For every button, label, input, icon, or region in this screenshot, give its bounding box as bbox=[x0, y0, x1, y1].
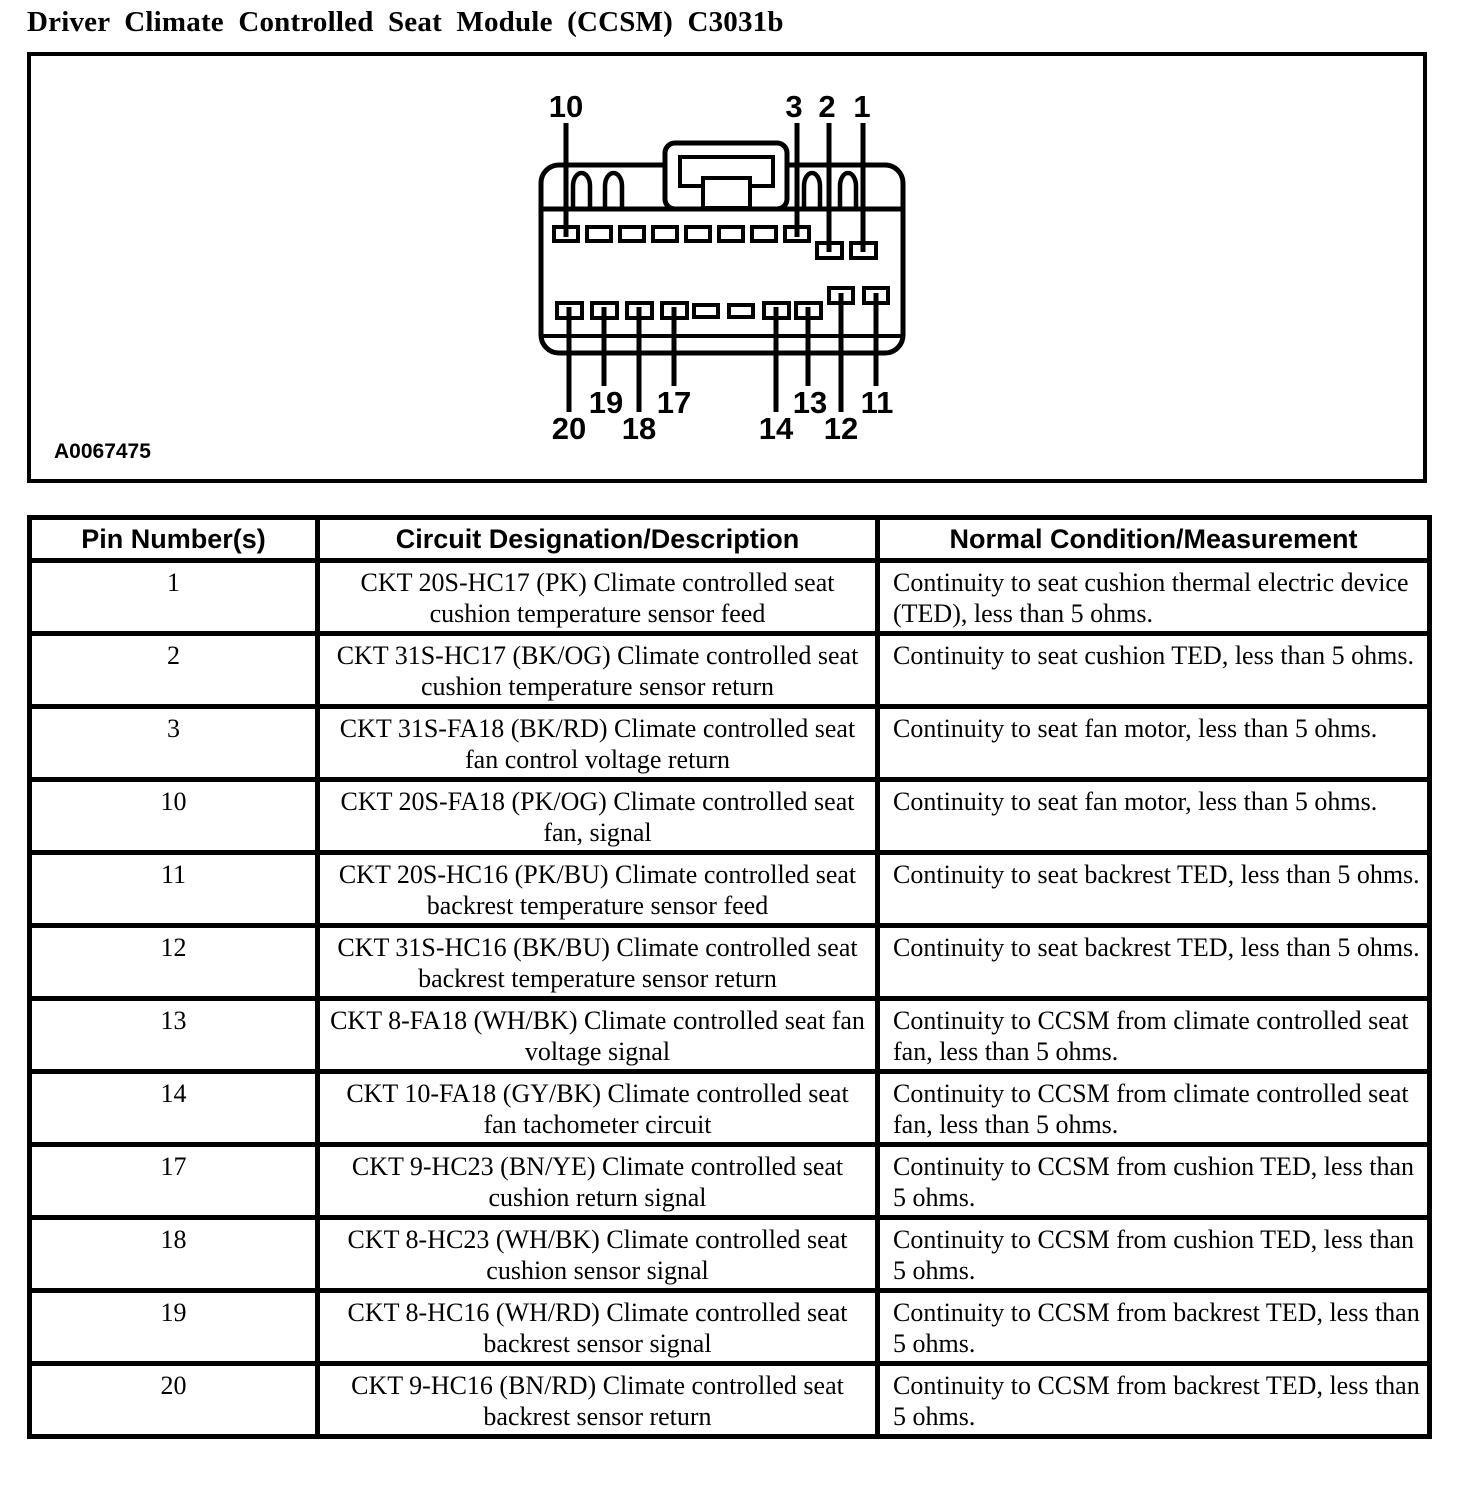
pin-number-cell: 1 bbox=[30, 561, 318, 634]
pin-table-header-row bbox=[30, 518, 1430, 561]
header-circuit-designation: Circuit Designation/Description bbox=[318, 518, 878, 561]
normal-condition-cell: Continuity to seat backrest TED, less than 5 ohms. bbox=[878, 926, 1430, 999]
table-row bbox=[30, 853, 1430, 926]
pin-label-17: 17 bbox=[656, 385, 692, 420]
table-row bbox=[30, 1072, 1430, 1145]
normal-condition-cell: Continuity to CCSM from cushion TED, less than 5 ohms. bbox=[878, 1145, 1430, 1218]
circuit-description-cell: CKT 20S-FA18 (PK/OG) Climate controlled seat fan, signal bbox=[318, 780, 878, 853]
circuit-description-cell: CKT 31S-HC17 (BK/OG) Climate controlled seat cushion temperature sensor return bbox=[318, 634, 878, 707]
pin-number-cell: 12 bbox=[30, 926, 318, 999]
pin-number-cell: 20 bbox=[30, 1364, 318, 1437]
table-row bbox=[30, 1291, 1430, 1364]
pin-table-body bbox=[30, 561, 1430, 1437]
normal-condition-cell: Continuity to seat fan motor, less than 5 ohms. bbox=[878, 707, 1430, 780]
pin-number-cell: 17 bbox=[30, 1145, 318, 1218]
normal-condition-cell: Continuity to CCSM from backrest TED, less than 5 ohms. bbox=[878, 1291, 1430, 1364]
circuit-description-cell: CKT 9-HC16 (BN/RD) Climate controlled seat backrest sensor return bbox=[318, 1364, 878, 1437]
connector-figure bbox=[27, 52, 1427, 483]
circuit-description-cell: CKT 31S-FA18 (BK/RD) Climate controlled seat fan control voltage return bbox=[318, 707, 878, 780]
normal-condition-cell: Continuity to CCSM from backrest TED, less than 5 ohms. bbox=[878, 1364, 1430, 1437]
circuit-description-cell: CKT 31S-HC16 (BK/BU) Climate controlled seat backrest temperature sensor return bbox=[318, 926, 878, 999]
circuit-description-cell: CKT 8-HC16 (WH/RD) Climate controlled seat backrest sensor signal bbox=[318, 1291, 878, 1364]
pin-number-cell: 14 bbox=[30, 1072, 318, 1145]
pin-label-20: 20 bbox=[551, 411, 587, 446]
table-row bbox=[30, 1218, 1430, 1291]
circuit-description-cell: CKT 20S-HC16 (PK/BU) Climate controlled seat backrest temperature sensor feed bbox=[318, 853, 878, 926]
pin-label-19: 19 bbox=[588, 385, 624, 420]
circuit-description-cell: CKT 9-HC23 (BN/YE) Climate controlled seat cushion return signal bbox=[318, 1145, 878, 1218]
table-row bbox=[30, 634, 1430, 707]
pin-label-2: 2 bbox=[818, 89, 836, 124]
normal-condition-cell: Continuity to CCSM from cushion TED, less than 5 ohms. bbox=[878, 1218, 1430, 1291]
pin-label-1: 1 bbox=[853, 89, 871, 124]
circuit-description-cell: CKT 20S-HC17 (PK) Climate controlled seat cushion temperature sensor feed bbox=[318, 561, 878, 634]
circuit-description-cell: CKT 10-FA18 (GY/BK) Climate controlled seat fan tachometer circuit bbox=[318, 1072, 878, 1145]
header-normal-condition: Normal Condition/Measurement bbox=[878, 518, 1430, 561]
connector-diagram bbox=[27, 52, 1427, 483]
table-row bbox=[30, 780, 1430, 853]
pin-label-14: 14 bbox=[758, 411, 794, 446]
pin-label-13: 13 bbox=[792, 385, 828, 420]
table-row bbox=[30, 561, 1430, 634]
pin-number-cell: 19 bbox=[30, 1291, 318, 1364]
pin-number-cell: 2 bbox=[30, 634, 318, 707]
pin-label-11: 11 bbox=[860, 385, 894, 420]
table-row bbox=[30, 707, 1430, 780]
pin-label-12: 12 bbox=[823, 411, 859, 446]
circuit-description-cell: CKT 8-FA18 (WH/BK) Climate controlled seat fan voltage signal bbox=[318, 999, 878, 1072]
pin-number-cell: 18 bbox=[30, 1218, 318, 1291]
normal-condition-cell: Continuity to seat cushion TED, less than 5 ohms. bbox=[878, 634, 1430, 707]
figure-reference-number: A0067475 bbox=[54, 440, 151, 463]
table-row bbox=[30, 999, 1430, 1072]
table-row bbox=[30, 1145, 1430, 1218]
table-row bbox=[30, 1364, 1430, 1437]
pin-label-3: 3 bbox=[785, 89, 803, 124]
pin-number-cell: 10 bbox=[30, 780, 318, 853]
table-row bbox=[30, 926, 1430, 999]
pin-label-10: 10 bbox=[548, 89, 584, 124]
normal-condition-cell: Continuity to seat fan motor, less than 5 ohms. bbox=[878, 780, 1430, 853]
header-pin-numbers: Pin Number(s) bbox=[30, 518, 318, 561]
normal-condition-cell: Continuity to CCSM from climate controlled seat fan, less than 5 ohms. bbox=[878, 999, 1430, 1072]
pin-number-cell: 11 bbox=[30, 853, 318, 926]
normal-condition-cell: Continuity to seat backrest TED, less than 5 ohms. bbox=[878, 853, 1430, 926]
latch-tab bbox=[703, 178, 750, 208]
pin-table bbox=[27, 515, 1432, 1439]
pin-number-cell: 3 bbox=[30, 707, 318, 780]
page-title: Driver Climate Controlled Seat Module (CCSM) C3031b bbox=[27, 6, 784, 38]
pin-number-cell: 13 bbox=[30, 999, 318, 1072]
normal-condition-cell: Continuity to CCSM from climate controlled seat fan, less than 5 ohms. bbox=[878, 1072, 1430, 1145]
pin-label-18: 18 bbox=[621, 411, 657, 446]
normal-condition-cell: Continuity to seat cushion thermal electric device (TED), less than 5 ohms. bbox=[878, 561, 1430, 634]
circuit-description-cell: CKT 8-HC23 (WH/BK) Climate controlled seat cushion sensor signal bbox=[318, 1218, 878, 1291]
